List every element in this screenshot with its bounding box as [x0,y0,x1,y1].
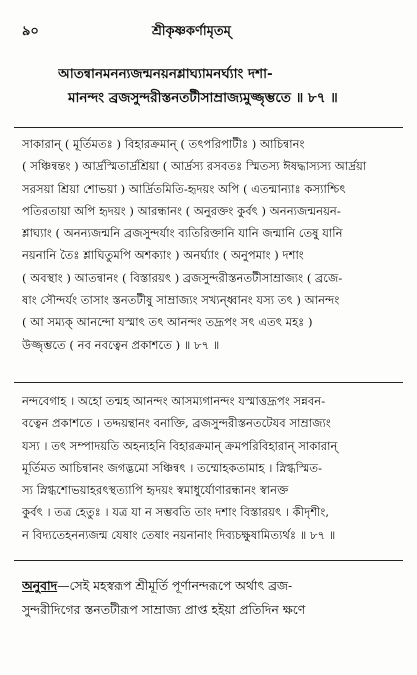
commentary-1-line: উজ্জৃম্ভতে ( নব নবত্বেন প্রকাশতে ) ॥ ৮৭ ॥ [22,337,220,352]
page-number: ৯০ [22,24,39,39]
divider-middle [14,382,403,383]
running-title: শ্রীকৃষ্ণকর্ণামৃতম্ [152,24,231,39]
commentary-2-line: নন্দবেগাহ । অহো তন্মহ আনন্দং আসম্যগানন্দং যস্মাত্তদ্রূপং সন্নবন- [22,394,326,408]
translation-line-1: —সেই মহস্বরূপ শ্রীমূর্তি পূর্ণানন্দরূপে অর্থাৎ ব্রজ- [57,578,293,593]
commentary-1-line: ( সঞ্চিন্বন্তং ) আর্দ্রস্মিতার্দ্রশ্রিয়া ( আর্দ্রস্য রসবতঃ স্মিতস্য ঈষদ্ধাস্যস্য আর্দ্রয়া [22,159,367,174]
divider-top [14,127,403,128]
commentary-2-line: মূর্তিমত আচিন্বানং জগদ্ভমো সঞ্চিন্বৎ । তম্মোহকতামাহ । স্নিগ্ধস্মিত- [22,460,323,475]
commentary-1-line: নয়নানি তৈঃ শ্লাঘিতুমপি অশক্যাং ) অনর্ঘ্যাং ( অনুপমাং ) দশাং [22,248,304,263]
commentary-2-line: বত্বেন প্রকাশতে । তদ্দয়ন্থানং বনাক্তি, ব্রজসুন্দরীস্তনতটেযব সাম্রাজ্যং [22,416,331,431]
verse-text [58,62,403,110]
commentary-1-line: ( অবস্থাং ) আতন্বানং ( বিস্তারয়ৎ ) ব্রজসুন্দরীস্তনতটীসাম্রাজ্যং ( ব্রজে- [22,270,343,285]
page-header [22,22,395,42]
commentary-2 [22,390,395,546]
commentary-1-line: শ্লাঘ্যাং ( অনন্যজন্মনি ব্রজসুন্দর্যাং ব্যতিরিক্তানি যানি জন্মানি তেষু যানি [22,226,343,241]
commentary-1 [22,133,395,356]
commentary-2-line: যস্য । তৎ সম্পাদয়তি অহন্যহনি বিহারক্রমান্ ক্রমপরিবিহারান্ সাকারান্ [22,438,338,453]
commentary-1-line: ষাং সৌন্দর্যং তাসাং স্তনতটীষু সাম্রাজ্যং সখ্যন্ধ্বানং যস্য তৎ ) আনন্দং [22,293,340,308]
divider-bottom [14,560,403,561]
commentary-1-line: পতিরতায়া অপি হৃদয়ং ) আরন্ধানং ( অনুরক্তং কুর্বৎ ) অনন্যজন্মনয়ন- [22,203,341,218]
verse-line-1: আতন্বানমনন্যজন্মনয়নশ্লাঘ্যামনর্ঘ্যাং দশা- [58,66,273,82]
commentary-1-line: ( আ সম্যক্ আনন্দো যস্মাৎ তৎ আনন্দং তদ্রূপং সৎ এতৎ মহঃ ) [22,315,313,330]
translation [22,574,395,622]
commentary-1-line: সরসয়া শ্রিয়া শোভয়া ) আর্দ্রিতমিতি-হৃদয়ং অপি ( এতন্মান্যাঃ কস্যাশ্চিৎ [22,181,346,196]
translation-label: অনুবাদ [22,578,58,593]
verse-line-2: মানন্দং ব্রজসুন্দরীস্তনতটীসাম্রাজ্যমুজ্জৃম্ভতে ॥ ৮৭ ॥ [68,90,338,106]
commentary-2-line: ন বিদ্যতেহনন্যজন্ম যেষাং তেষাং নয়নানাং দিব্যচক্ষুষামিত্যর্থঃ ॥ ৮৭ ॥ [22,527,336,542]
commentary-1-line: সাকারান্ ( মূর্তিমতঃ ) বিহারক্রমান্ ( তৎপরিপাটীঃ ) আচিন্বানং [22,137,305,151]
commentary-2-line: কুর্বৎ । তত্র হেতুঃ । যত্র যা ন সম্ভবতি তাং দশাং বিস্তারয়ৎ । কীদৃশীং, [22,505,330,520]
translation-line-2: সুন্দরীদিগের স্তনতটীরূপ সাম্রাজ্য প্রাপ্ত হইয়া প্রতিদিন ক্ষণে [22,602,306,617]
commentary-2-line: স্য স্নিগ্ধশোভয়াহরৎস্থত্যাপি হৃদয়ং স্বমাধুর্যোণারন্ধানং স্বানক্ত [22,483,289,498]
